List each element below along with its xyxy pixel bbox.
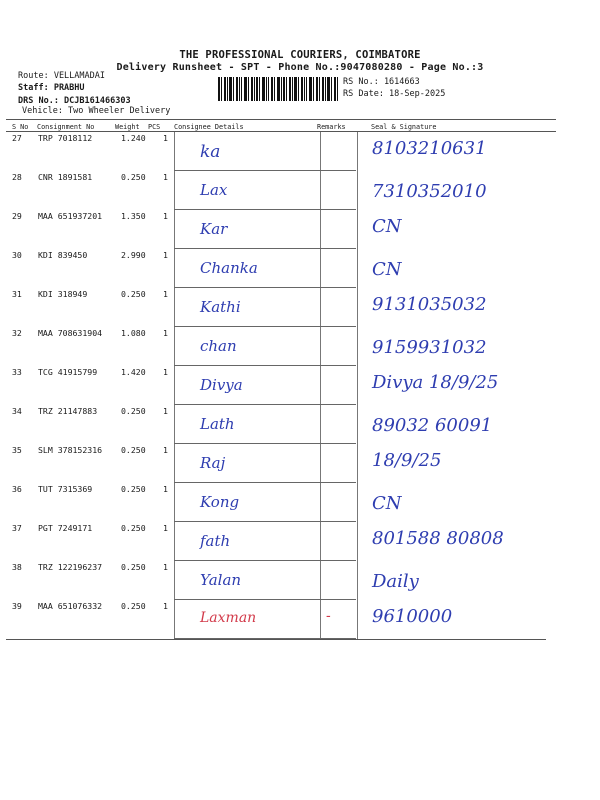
row-consignee-handwriting: Raj bbox=[200, 454, 226, 472]
row-consignment: TRZ 21147883 bbox=[38, 406, 98, 416]
row-consignee-handwriting: Chanka bbox=[200, 259, 258, 277]
row-consignee-handwriting: Lax bbox=[200, 181, 228, 199]
row-consignment: TRZ 122196237 bbox=[38, 562, 103, 572]
row-consignment: PGT 7249171 bbox=[38, 523, 93, 533]
rs-date: RS Date: 18-Sep-2025 bbox=[343, 89, 446, 99]
row-weight: 2.990 bbox=[121, 250, 146, 260]
row-weight: 1.350 bbox=[121, 211, 146, 221]
row-weight: 1.080 bbox=[121, 328, 146, 338]
row-pcs: 1 bbox=[163, 406, 168, 416]
row-seal-signature: 89032 60091 bbox=[372, 415, 493, 436]
row-rule bbox=[174, 482, 356, 483]
row-sno: 39 bbox=[12, 601, 22, 611]
col-consignee: Consignee Details bbox=[174, 123, 244, 131]
staff-label: Staff: PRABHU bbox=[18, 83, 85, 93]
row-consignee-handwriting: Kar bbox=[200, 220, 228, 238]
row-consignment: MAA 708631904 bbox=[38, 328, 103, 338]
table-bottom-rule bbox=[6, 639, 546, 640]
row-seal-signature: 801588 80808 bbox=[372, 528, 504, 549]
row-seal-signature: 8103210631 bbox=[372, 138, 487, 159]
row-consignee-handwriting: Kong bbox=[200, 493, 240, 511]
row-weight: 0.250 bbox=[121, 601, 146, 611]
row-pcs: 1 bbox=[163, 601, 168, 611]
row-consignment: MAA 651937201 bbox=[38, 211, 103, 221]
col-pcs: PCS bbox=[148, 123, 161, 131]
row-consignment: KDI 839450 bbox=[38, 250, 88, 260]
col-remarks: Remarks bbox=[317, 123, 346, 131]
row-rule bbox=[174, 404, 356, 405]
row-rule bbox=[174, 248, 356, 249]
row-consignee-handwriting: chan bbox=[200, 337, 237, 355]
row-sno: 37 bbox=[12, 523, 22, 533]
row-pcs: 1 bbox=[163, 328, 168, 338]
col-sno: S No bbox=[12, 123, 29, 131]
row-sno: 31 bbox=[12, 289, 22, 299]
rs-number: RS No.: 1614663 bbox=[343, 77, 420, 87]
row-consignee-handwriting: ka bbox=[200, 142, 221, 162]
row-rule bbox=[174, 209, 356, 210]
row-pcs: 1 bbox=[163, 484, 168, 494]
row-pcs: 1 bbox=[163, 562, 168, 572]
seal-divider bbox=[357, 132, 358, 640]
header-bottom-rule bbox=[6, 131, 556, 132]
row-pcs: 1 bbox=[163, 523, 168, 533]
col-consignment: Consignment No bbox=[37, 123, 95, 131]
row-consignee-handwriting: Lath bbox=[200, 415, 235, 433]
row-sno: 35 bbox=[12, 445, 22, 455]
row-seal-signature: CN bbox=[372, 259, 402, 280]
row-weight: 0.250 bbox=[121, 289, 146, 299]
row-rule bbox=[174, 560, 356, 561]
row-sno: 34 bbox=[12, 406, 22, 416]
row-weight: 0.250 bbox=[121, 445, 146, 455]
row-remarks-mark: - bbox=[326, 608, 331, 624]
row-consignment: SLM 378152316 bbox=[38, 445, 103, 455]
row-weight: 0.250 bbox=[121, 523, 146, 533]
row-rule bbox=[174, 287, 356, 288]
row-weight: 0.250 bbox=[121, 562, 146, 572]
row-seal-signature: 9159931032 bbox=[372, 337, 487, 358]
row-consignee-handwriting: Kathi bbox=[200, 298, 241, 316]
row-pcs: 1 bbox=[163, 289, 168, 299]
runsheet-subtitle: Delivery Runsheet - SPT - Phone No.:9047080280 - Page No.:3 bbox=[116, 62, 484, 73]
row-seal-signature: CN bbox=[372, 216, 402, 237]
row-consignee-handwriting: Divya bbox=[200, 376, 243, 394]
row-seal-signature: 7310352010 bbox=[372, 181, 487, 202]
row-rule bbox=[174, 443, 356, 444]
row-weight: 0.250 bbox=[121, 406, 146, 416]
row-pcs: 1 bbox=[163, 133, 168, 143]
barcode-image bbox=[218, 77, 338, 101]
vehicle-label: Vehicle: Two Wheeler Delivery bbox=[22, 106, 171, 116]
row-weight: 1.240 bbox=[121, 133, 146, 143]
row-weight: 0.250 bbox=[121, 484, 146, 494]
col-seal: Seal & Signature bbox=[371, 123, 437, 131]
row-consignment: KDI 318949 bbox=[38, 289, 88, 299]
row-consignment: TRP 7018112 bbox=[38, 133, 93, 143]
route-label: Route: VELLAMADAI bbox=[18, 71, 105, 81]
col-weight: Weight bbox=[115, 123, 140, 131]
row-seal-signature: Divya 18/9/25 bbox=[372, 372, 499, 393]
row-sno: 32 bbox=[12, 328, 22, 338]
row-sno: 38 bbox=[12, 562, 22, 572]
row-seal-signature: Daily bbox=[372, 571, 419, 592]
row-rule bbox=[174, 521, 356, 522]
row-seal-signature: 18/9/25 bbox=[372, 450, 442, 471]
row-pcs: 1 bbox=[163, 250, 168, 260]
row-sno: 30 bbox=[12, 250, 22, 260]
row-rule bbox=[174, 599, 356, 600]
row-sno: 29 bbox=[12, 211, 22, 221]
row-consignment: TCG 41915799 bbox=[38, 367, 98, 377]
row-pcs: 1 bbox=[163, 211, 168, 221]
row-rule bbox=[174, 170, 356, 171]
table-top-rule bbox=[6, 119, 556, 120]
row-sno: 27 bbox=[12, 133, 22, 143]
row-pcs: 1 bbox=[163, 172, 168, 182]
row-consignee-handwriting: Yalan bbox=[200, 571, 242, 589]
row-consignee-handwriting: Laxman bbox=[200, 610, 257, 626]
row-sno: 33 bbox=[12, 367, 22, 377]
row-consignment: TUT 7315369 bbox=[38, 484, 93, 494]
row-weight: 1.420 bbox=[121, 367, 146, 377]
row-pcs: 1 bbox=[163, 445, 168, 455]
drs-label: DRS No.: DCJB161466303 bbox=[18, 96, 131, 106]
row-seal-signature: 9610000 bbox=[372, 606, 453, 627]
row-seal-signature: CN bbox=[372, 493, 402, 514]
row-rule bbox=[174, 326, 356, 327]
row-consignment: CNR 1891581 bbox=[38, 172, 93, 182]
row-consignment: MAA 651076332 bbox=[38, 601, 103, 611]
row-weight: 0.250 bbox=[121, 172, 146, 182]
row-sno: 36 bbox=[12, 484, 22, 494]
row-sno: 28 bbox=[12, 172, 22, 182]
row-rule bbox=[174, 365, 356, 366]
row-seal-signature: 9131035032 bbox=[372, 294, 487, 315]
row-pcs: 1 bbox=[163, 367, 168, 377]
row-consignee-handwriting: fath bbox=[200, 532, 231, 550]
company-title: THE PROFESSIONAL COURIERS, COIMBATORE bbox=[179, 49, 421, 61]
